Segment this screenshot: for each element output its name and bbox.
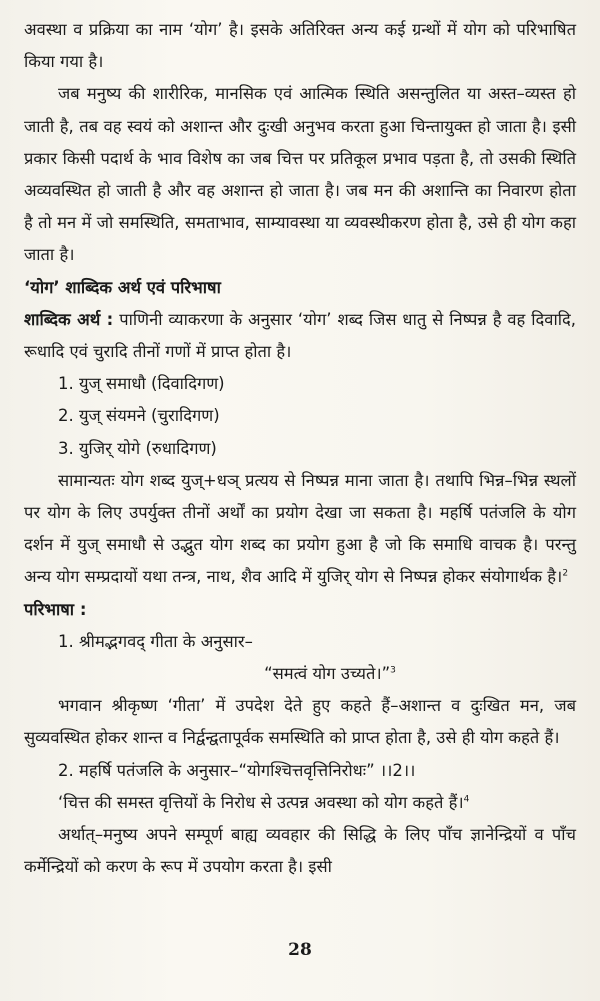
list-item-3: 3. युजिर् योगे (रुधादिगण) <box>58 438 217 458</box>
quote-gita <box>24 658 576 690</box>
paragraph-3-text: पाणिनी व्याकरणा के अनुसार ‘योग’ शब्द जिस धातु से निष्पन्न है वह दिवादि, रूधादि एवं चुरादि तीनों गणों में प्राप्त होता है। <box>24 309 576 362</box>
section-heading-definition: परिभाषा : <box>24 599 87 619</box>
paragraph-1: अवस्था व प्रक्रिया का नाम ‘योग’ है। इसके अतिरिक्त अन्य कई ग्रन्थों में योग को परिभाषित किया गया है। <box>24 20 576 72</box>
paragraph-6-text: ‘चित्त की समस्त वृत्तियों के निरोध से उत्पन्न अवस्था को योग कहते हैं। <box>58 792 464 812</box>
paragraph-5: भगवान श्रीकृष्ण ‘गीता’ में उपदेश देते हुए कहते हैं–अशान्त व दुःखित मन, जब सुव्यवस्थित होकर शान्त व निर्द्वन्द्वतापूर्वक समस्थिति को प्राप्त होता है, उसे ही योग कहते हैं। <box>24 696 576 748</box>
paragraph-3 <box>24 304 576 368</box>
paragraph-2: जब मनुष्य की शारीरिक, मानसिक एवं आत्मिक स्थिति असन्तुलित या अस्त–व्यस्त हो जाती है, तब वह स्वयं को अशान्त और दुःखी अनुभव करता हुआ चिन्तायुक्त हो जाता है। इसी प्रकार किसी पदार्थ के भाव विशेष का जब चित्त पर प्रतिकूल प्रभाव पड़ता है, तो उसकी स्थिति अव्यवस्थित हो जाती है और वह अशान्त हो जाता है। जब मन की अशान्ति का निवारण होता है तो मन में जो समस्थिति, समताभाव, साम्यावस्था या व्यवस्थीकरण होता है, उसे ही योग कहा जाता है। <box>24 84 576 265</box>
paragraph-4 <box>24 465 576 594</box>
definition-2: 2. महर्षि पतंजलि के अनुसार–“योगश्चित्तवृत्तिनिरोधः” ।।2।। <box>58 760 416 780</box>
footnote-ref-3: 3 <box>390 665 396 676</box>
list-item-1: 1. युज् समाधौ (दिवादिगण) <box>58 374 225 394</box>
quote-gita-text: “समत्वं योग उच्यते।” <box>264 664 391 684</box>
paragraph-7: अर्थात्–मनुष्य अपने सम्पूर्ण बाह्य व्यवहार की सिद्धि के लिए पाँच ज्ञानेन्द्रियों व पाँच कर्मेन्द्रियों को करण के रूप में उपयोग करता है। इसी <box>24 825 576 877</box>
footnote-ref-2: 2 <box>562 568 569 579</box>
paragraph-4-text: सामान्यतः योग शब्द युज्+धञ् प्रत्यय से निष्पन्न माना जाता है। तथापि भिन्न–भिन्न स्थलों पर योग के लिए उपर्युक्त तीनों अर्थों का प्रयोग देखा जा सकता है। महर्षि पतंजलि के योग दर्शन में युज् समाधौ से उद्भुत योग शब्द का प्रयोग हुआ है जो कि समाधि वाचक है। परन्तु अन्य योग सम्प्रदायों यथा तन्त्र, नाथ, शैव आदि में युजिर् योग से निष्पन्न होकर संयोगार्थक है। <box>24 470 576 587</box>
list-item-2: 2. युज् संयमने (चुरादिगण) <box>58 406 220 426</box>
paragraph-6 <box>24 787 576 819</box>
term-label: शाब्दिक अर्थ : <box>24 309 114 329</box>
page-body <box>24 14 576 883</box>
footnote-ref-4: 4 <box>463 794 470 805</box>
definition-1: 1. श्रीमद्भगवद् गीता के अनुसार– <box>58 631 253 651</box>
section-heading-yoga: ‘योग’ शाब्दिक अर्थ एवं परिभाषा <box>24 277 221 297</box>
page-number: 28 <box>288 940 312 960</box>
